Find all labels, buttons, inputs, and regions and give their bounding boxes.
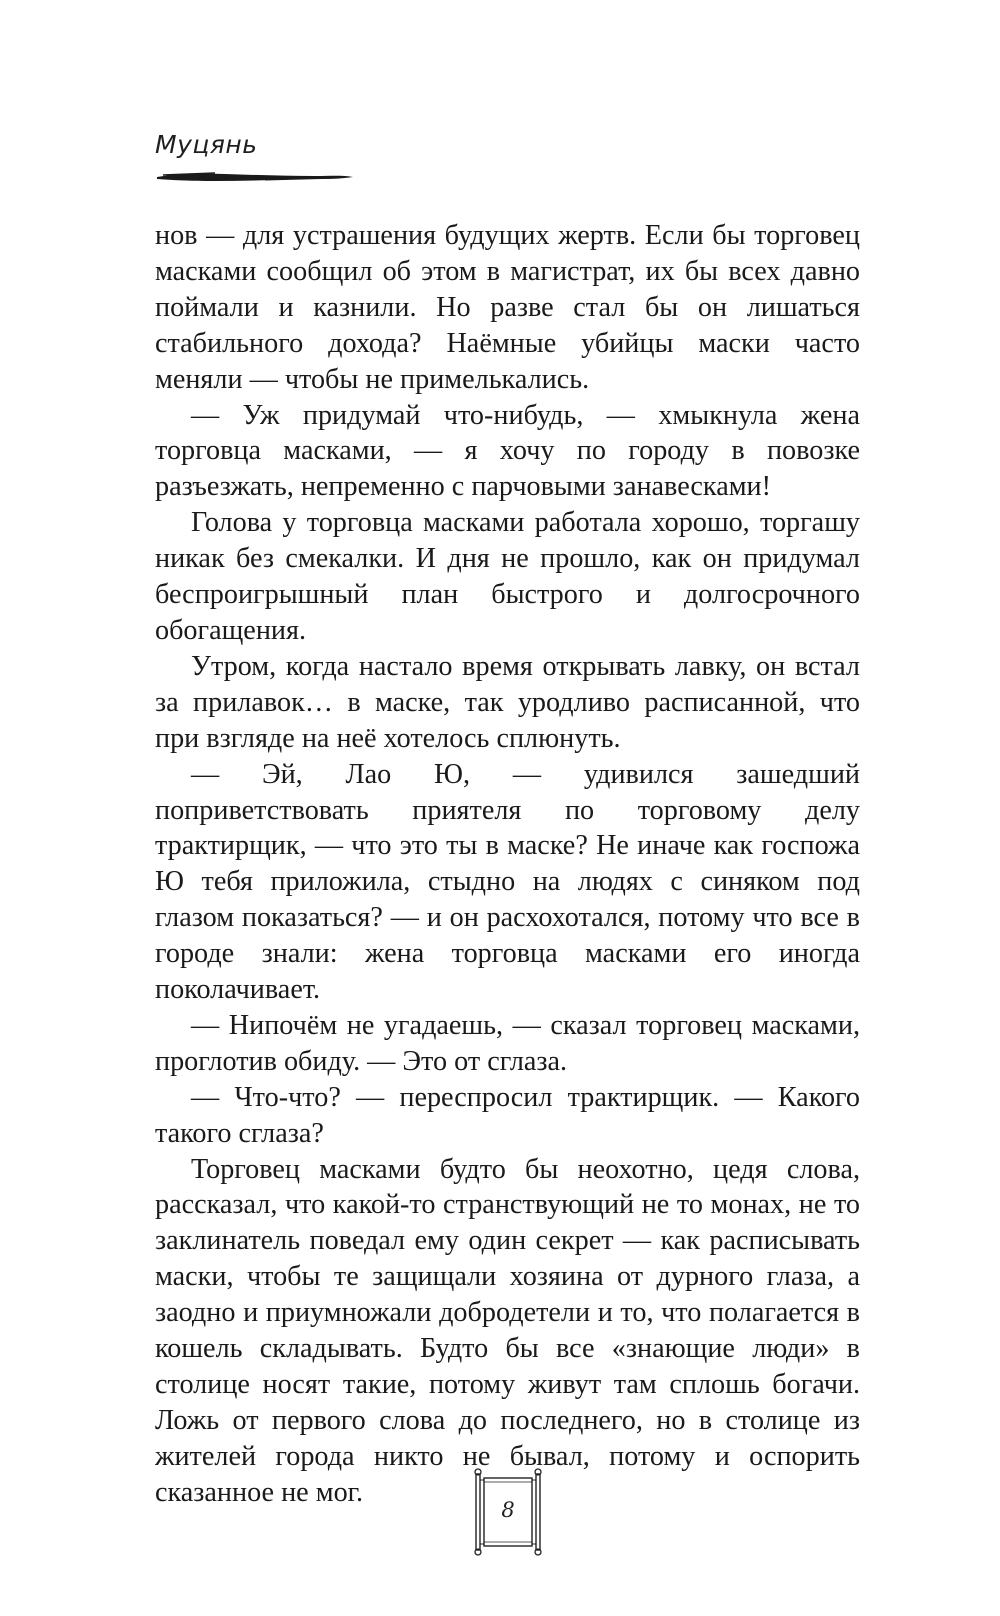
paragraph-1: нов — для устрашения будущих жертв. Если бы торговец масками сообщил об этом в магистрат, их бы всех давно поймали и казнили. Но разве стал бы он лишаться стабильного дохода? Наёмные убийцы маски часто меняли — чтобы не примелькались. [155,220,860,395]
page-body-text [155,218,860,1511]
page-number: 8 [501,1498,515,1522]
page-number-scroll [470,1468,546,1556]
brush-stroke-divider [155,170,355,184]
running-title: Муцянь [155,130,258,159]
paragraph-3: Голова у торговца масками работала хорошо, торгашу никак без смекалки. И дня не прошло, как он придумал беспроигрышный план быстрого и долгосрочного обогащения. [155,507,860,646]
paragraph-5: — Эй, Лао Ю, — удивился зашедший поприветствовать приятеля по торговому делу трактирщик, — что это ты в маске? Не иначе как госпожа Ю тебя приложила, стыдно на людях с синяком под глазом показаться? — и он расхохотался, потому что все в городе знали: жена торговца масками его иногда поколачивает. [155,758,860,1006]
paragraph-4: Утром, когда настало время открывать лавку, он встал за прилавок… в маске, так уродливо расписанной, что при взгляде на неё хотелось сплюнуть. [155,650,860,754]
paragraph-6: — Нипочём не угадаешь, — сказал торговец масками, проглотив обиду. — Это от сглаза. [155,1009,860,1077]
running-header [155,130,455,159]
paragraph-7: — Что-что? — переспросил трактирщик. — Какого такого сглаза? [155,1081,860,1149]
paragraph-8: Торговец масками будто бы неохотно, цедя слова, рассказал, что какой-то странствующий не то монах, не то заклинатель поведал ему один секрет — как расписывать маски, чтобы те защищали хозяина от дурного глаза, а заодно и приумножали добродетели и то, что полагается в кошель складывать. Будто бы все «знающие люди» в столице носят такие, потому живут там сплошь богачи. Ложь от первого слова до последнего, но в столице из жителей города никто не бывал, потому и оспорить сказанное не мог. [155,1153,860,1508]
paragraph-2: — Уж придумай что-нибудь, — хмыкнула жена торговца масками, — я хочу по городу в повозке разъезжать, непременно с парчовыми занавесками! [155,399,860,503]
